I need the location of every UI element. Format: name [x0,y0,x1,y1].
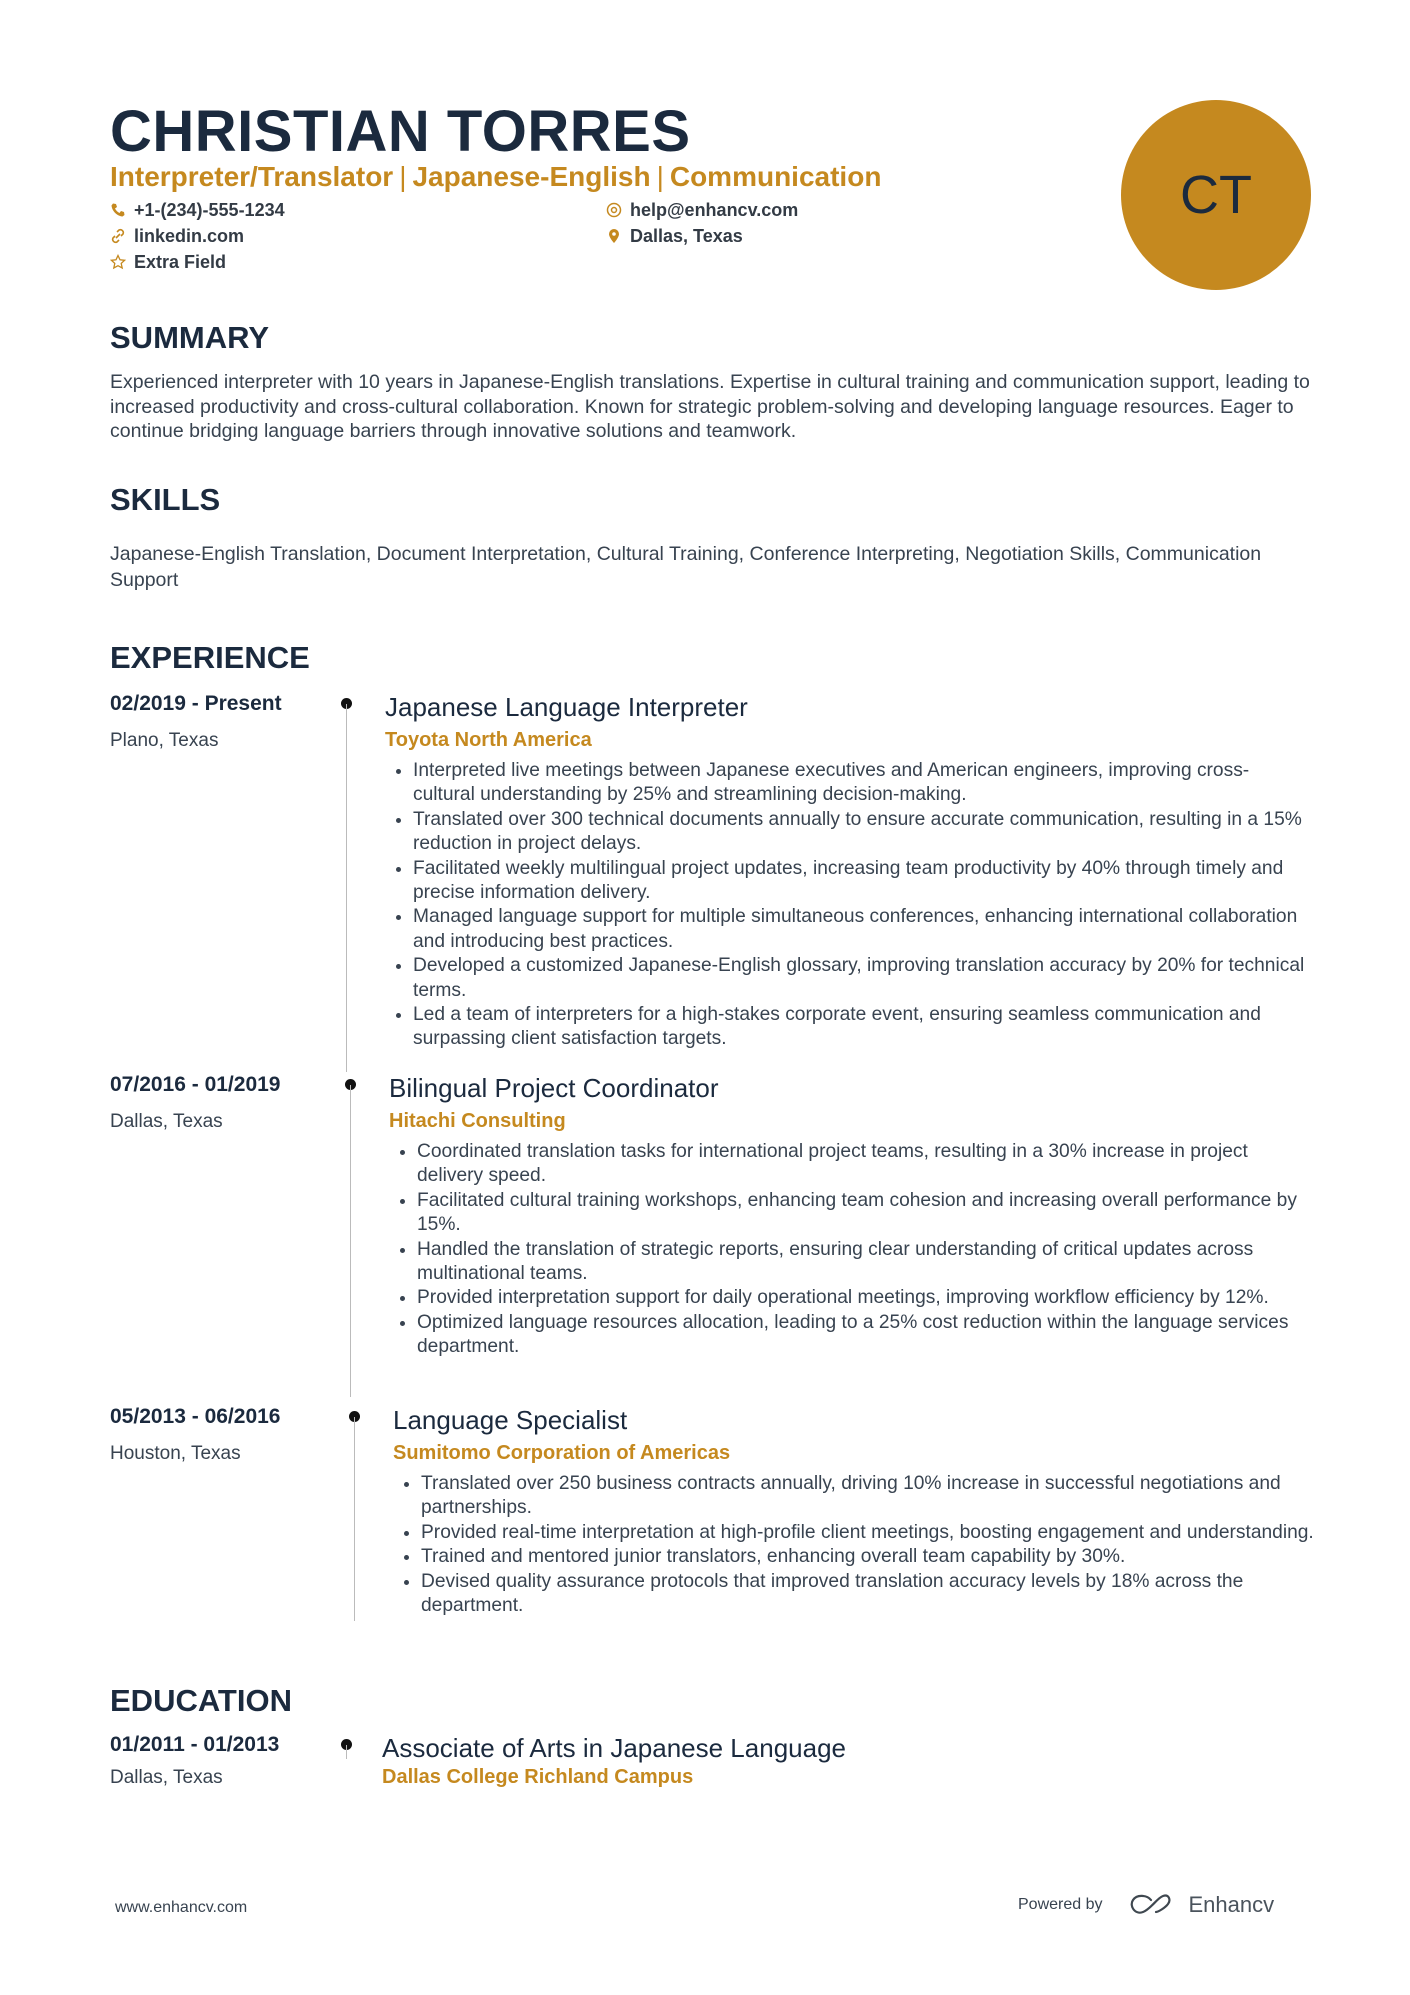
skills-text: Japanese-English Translation, Document Interpretation, Cultural Training, Conference Interpreting, Negotiation Skills, Communication Support [110,543,1262,591]
email-text: help@enhancv.com [630,199,799,220]
powered-by-text: Powered by [1018,1896,1103,1913]
job-date: 07/2016 - 01/2019 [110,1073,281,1096]
avatar: CT [1121,100,1311,290]
summary-text: Experienced interpreter with 10 years in Japanese-English translations. Expertise in cultural training and communication support, leading to increased productivity and cross-cultural collaboration. Known for strategic problem-solving and developing language resources. Eager to continue bridging language barriers through innovative solutions and teamwork. [110,371,1310,442]
timeline-line [350,1085,351,1397]
job-date: 05/2013 - 06/2016 [110,1405,281,1428]
experience-entry [110,1073,1310,1358]
enhancv-logo-icon [1129,1892,1177,1918]
linkedin-text: linkedin.com [134,225,245,246]
separator: | [656,161,664,192]
education-heading: EDUCATION [110,1683,292,1718]
timeline-line [346,704,347,1072]
contact-linkedin[interactable] [110,225,606,247]
education-location: Dallas, Texas [110,1767,223,1788]
bullet-item: • Trained and mentored junior translators, enhancing overall team capability by 30%. [421,1545,1318,1569]
summary-heading: SUMMARY [110,320,270,355]
experience-entry [110,1405,1314,1617]
star-icon [110,254,126,270]
bullet-item: • Facilitated cultural training workshops, enhancing team cohesion and increasing overall performance by 15%. [417,1189,1314,1238]
timeline-line [346,1745,347,1759]
bullet-item: • Developed a customized Japanese-English glossary, improving translation accuracy by 20% for technical terms. [413,954,1310,1003]
job-location: Houston, Texas [110,1443,241,1464]
job-date: 02/2019 - Present [110,692,282,715]
phone-text: +1-(234)-555-1234 [134,199,285,220]
candidate-name: CHRISTIAN TORRES [110,99,691,164]
headline-part: Interpreter/Translator [110,161,394,192]
separator: | [399,161,407,192]
job-title: Bilingual Project Coordinator [389,1073,719,1103]
school: Dallas College Richland Campus [382,1766,694,1788]
experience-heading: EXPERIENCE [110,640,310,675]
brand-text: Enhancv [1188,1892,1275,1917]
bullet-item: • Managed language support for multiple simultaneous conferences, enhancing international collaboration and introducing best practices. [413,905,1310,954]
bullet-item: • Devised quality assurance protocols that improved translation accuracy levels by 18% across the department. [421,1570,1318,1619]
education-date: 01/2011 - 01/2013 [110,1733,280,1756]
headline [110,161,881,193]
bullet-list [393,1472,1318,1618]
contact-info [110,199,830,273]
bullet-item: • Handled the translation of strategic reports, ensuring clear understanding of critical updates across multinational teams. [417,1238,1314,1287]
bullet-item: • Facilitated weekly multilingual project updates, increasing team productivity by 40% through timely and precise information delivery. [413,857,1310,906]
bullet-item: • Led a team of interpreters for a high-stakes corporate event, ensuring seamless communication and surpassing client satisfaction targets. [413,1003,1310,1052]
bullet-item: • Coordinated translation tasks for international project teams, resulting in a 30% increase in project delivery speed. [417,1140,1314,1189]
contact-email[interactable] [606,199,830,221]
phone-icon [110,202,126,218]
enhancv-logo[interactable] [1129,1892,1275,1918]
contact-extra [110,251,606,273]
headline-part: Japanese-English [412,161,651,192]
bullet-item: • Provided interpretation support for daily operational meetings, improving workflow efficiency by 12%. [417,1286,1314,1310]
company-name: Toyota North America [385,729,592,751]
job-location: Plano, Texas [110,730,219,751]
link-icon [110,228,126,244]
extra-text: Extra Field [134,251,227,272]
skills-heading: SKILLS [110,482,221,517]
job-location: Dallas, Texas [110,1111,223,1132]
bullet-item: • Provided real-time interpretation at high-profile client meetings, boosting engagement and understanding. [421,1521,1318,1545]
job-title: Japanese Language Interpreter [385,692,748,722]
at-icon [606,202,622,218]
bullet-item: • Translated over 300 technical documents annually to ensure accurate communication, resulting in a 15% reduction in project delays. [413,808,1310,857]
experience-entry [110,692,1310,1050]
powered-by [1018,1892,1274,1918]
contact-phone[interactable] [110,199,606,221]
bullet-item: • Optimized language resources allocation, leading to a 25% cost reduction within the language services department. [417,1311,1314,1360]
company-name: Hitachi Consulting [389,1110,566,1132]
bullet-list [385,759,1310,1052]
bullet-item: • Interpreted live meetings between Japanese executives and American engineers, improving cross-cultural understanding by 25% and streamlining decision-making. [413,759,1310,808]
location-text: Dallas, Texas [630,225,743,246]
job-title: Language Specialist [393,1405,628,1435]
timeline-line [354,1417,355,1621]
website-link[interactable]: www.enhancv.com [115,1899,248,1916]
location-pin-icon [606,228,622,244]
education-entry [110,1733,1310,1788]
contact-location [606,225,830,247]
bullet-list [389,1140,1314,1360]
headline-part: Communication [669,161,882,192]
company-name: Sumitomo Corporation of Americas [393,1442,731,1464]
degree: Associate of Arts in Japanese Language [382,1733,846,1763]
bullet-item: • Translated over 250 business contracts annually, driving 10% increase in successful negotiations and partnerships. [421,1472,1318,1521]
